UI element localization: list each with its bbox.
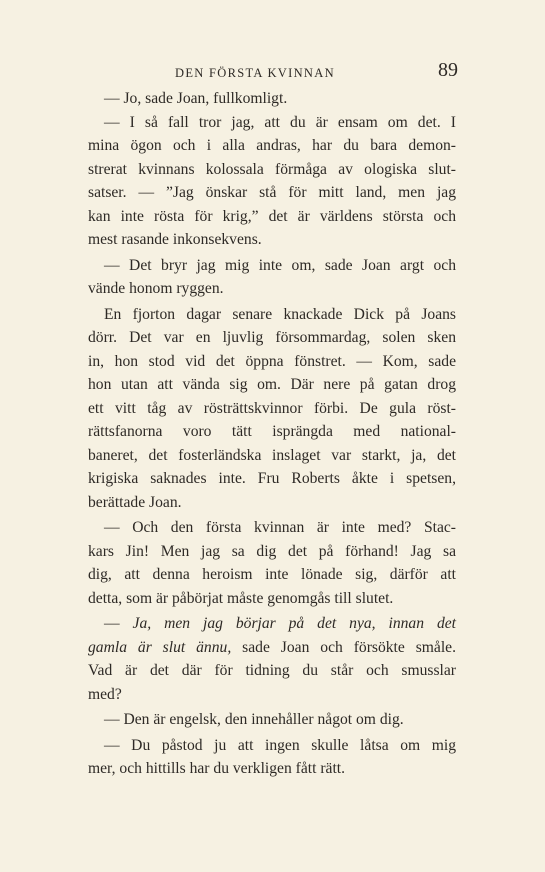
italic-text: Ja, men jag börjar på det nya, innan det [132, 615, 456, 632]
text-line: krigiska saknades inte. Fru Roberts åkte i spetsen, [88, 470, 456, 487]
text-line: satser. — ”Jag önskar stå för mitt land, men jag [88, 184, 456, 201]
italic-text: gamla är slut ännu, [88, 638, 232, 656]
text-line: Vad är det där för tidning du står och smusslar [88, 662, 456, 679]
text-line: mest rasande inkonsekvens. [88, 231, 262, 248]
page-number: 89 [438, 59, 458, 81]
paragraph [88, 612, 456, 706]
text-line: kars Jin! Men jag sa dig det på förhand! Jag sa [88, 542, 456, 560]
paragraph [88, 303, 456, 515]
dash: — [104, 615, 133, 632]
text-line: En fjorton dagar senare knackade Dick på Joans [104, 305, 456, 323]
text-line: kan inte rösta för krig,” det är världens största och [88, 207, 456, 225]
text-line: ett vitt tåg av rösträttskvinnor förbi. De gula röst- [88, 399, 456, 417]
paragraph [88, 734, 456, 781]
text-line: dörr. Det var en ljuvlig försommardag, solen sken [88, 329, 456, 346]
text-line: berättade Joan. [88, 493, 182, 511]
text-line: in, hon stod vid det öppna fönstret. — Kom, sade [88, 352, 456, 370]
body-text [88, 87, 456, 781]
text-line: mina ögon och i alla andras, har du bara demon- [88, 137, 456, 154]
roman-text: sade Joan och försökte småle. [231, 638, 457, 656]
paragraph [88, 87, 456, 111]
text-line: — Jo, sade Joan, fullkomligt. [104, 90, 288, 107]
paragraph [88, 708, 456, 732]
text-line: mer, och hittills har du verkligen fått rätt. [88, 760, 346, 777]
text-line: — Du påstod ju att ingen skulle låtsa om mig [104, 736, 456, 754]
text-line: rättsfanorna voro tätt isprängda med national- [88, 423, 456, 440]
text-line [88, 612, 456, 636]
paragraph [88, 254, 456, 301]
text-line: — Och den första kvinnan är inte med? Stac- [104, 519, 456, 536]
page-header [88, 58, 458, 88]
paragraph [88, 516, 456, 610]
text-line: hon utan att vända sig om. Där nere på gatan drog [88, 376, 456, 393]
text-line: — Den är engelsk, den innehåller något om dig. [104, 711, 404, 728]
text-line: — I så fall tror jag, att du är ensam om det. I [104, 113, 456, 131]
paragraph [88, 111, 456, 252]
text-line: strerat kvinnans kolossala förmåga av ologiska slut- [88, 160, 456, 178]
running-title: DEN FÖRSTA KVINNAN [175, 66, 335, 80]
text-line: med? [88, 685, 122, 703]
text-line: dig, att denna heroism inte lönade sig, därför att [88, 566, 456, 583]
text-line: baneret, det fosterländska inslaget var starkt, ja, det [88, 446, 456, 464]
text-line: vände honom ryggen. [88, 280, 224, 297]
text-line: — Det bryr jag mig inte om, sade Joan argt och [104, 256, 456, 274]
text-line: detta, som är påbörjat måste genomgås till slutet. [88, 589, 394, 607]
text-line [88, 636, 456, 660]
